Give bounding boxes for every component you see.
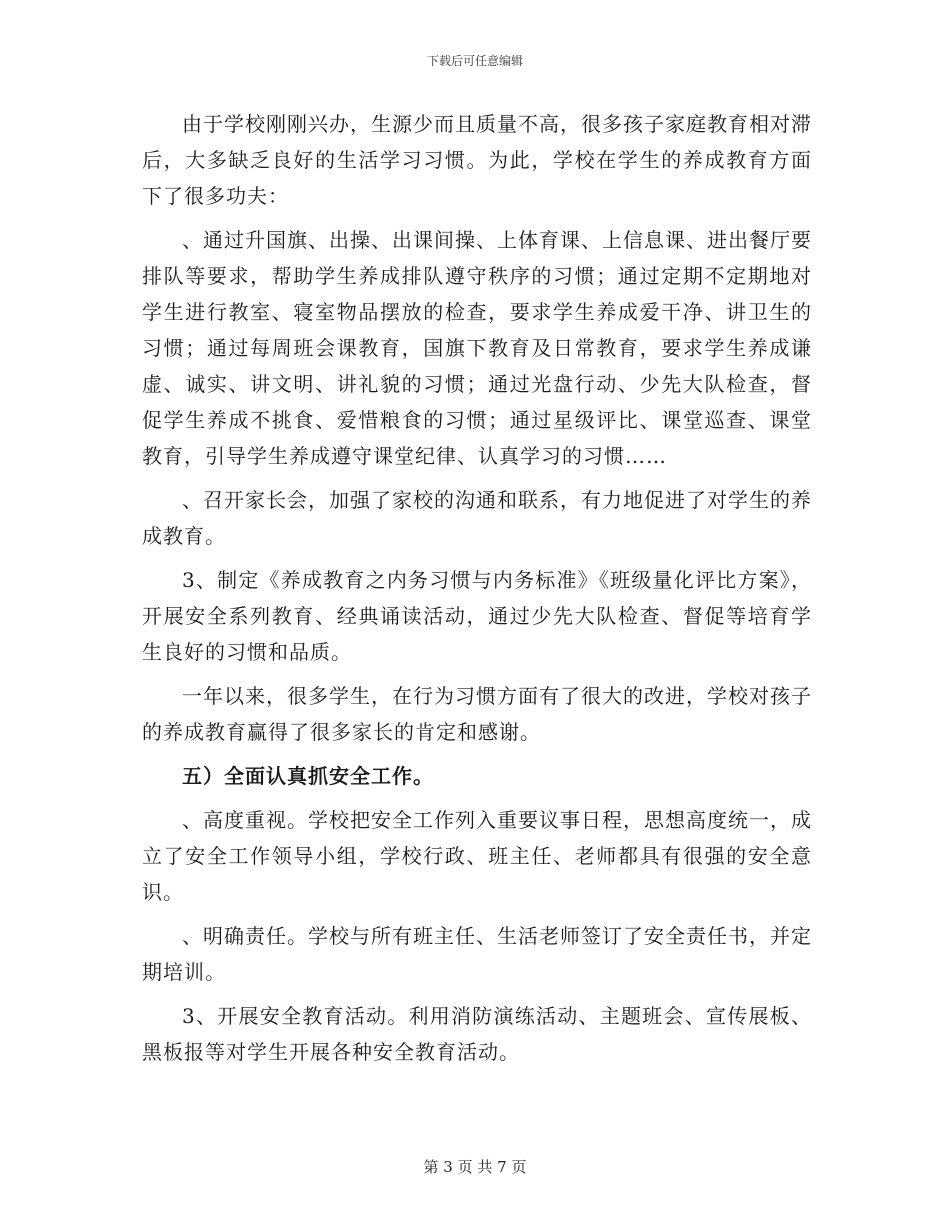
- document-body: [142, 106, 812, 1078]
- paragraph-parent-meeting: 、召开家长会，加强了家校的沟通和联系，有力地促进了对学生的养成教育。: [142, 488, 812, 548]
- paragraph-safety-responsibility: 、明确责任。学校与所有班主任、生活老师签订了安全责任书，并定期培训。: [142, 924, 812, 984]
- paragraph-summary: 一年以来，很多学生，在行为习惯方面有了很大的改进，学校对孩子的养成教育赢得了很多家长的肯定和感谢。: [142, 684, 812, 744]
- page-number-footer: 第 3 页 共 7 页: [423, 1158, 527, 1176]
- section-heading-safety: 五）全面认真抓安全工作。: [182, 764, 434, 788]
- page-header: 下载后可任意编辑: [426, 54, 523, 68]
- paragraph-safety-activities: 3、开展安全教育活动。利用消防演练活动、主题班会、宣传展板、黑板报等对学生开展各种安全教育活动。: [142, 1004, 812, 1064]
- paragraph-habits-item: 、通过升国旗、出操、出课间操、上体育课、上信息课、进出餐厅要排队等要求，帮助学生养成排队遵守秩序的习惯；通过定期不定期地对学生进行教室、寝室物品摆放的检查，要求学生养成爱干净、讲卫生的习惯；通过每周班会课教育，国旗下教育及日常教育，要求学生养成谦虚、诚实、讲文明、讲礼貌的习惯；通过光盘行动、少先大队检查，督促学生养成不挑食、爱惜粮食的习惯；通过星级评比、课堂巡查、课堂教育，引导学生养成遵守课堂纪律、认真学习的习惯……: [142, 228, 812, 468]
- paragraph-safety-priority: 、高度重视。学校把安全工作列入重要议事日程，思想高度统一，成立了安全工作领导小组，学校行政、班主任、老师都具有很强的安全意识。: [142, 808, 812, 904]
- paragraph-standards: 3、制定《养成教育之内务习惯与内务标准》《班级量化评比方案》，开展安全系列教育、经典诵读活动，通过少先大队检查、督促等培育学生良好的习惯和品质。: [142, 568, 812, 664]
- paragraph-intro: 由于学校刚刚兴办，生源少而且质量不高，很多孩子家庭教育相对滞后，大多缺乏良好的生活学习习惯。为此，学校在学生的养成教育方面下了很多功夫：: [142, 112, 812, 208]
